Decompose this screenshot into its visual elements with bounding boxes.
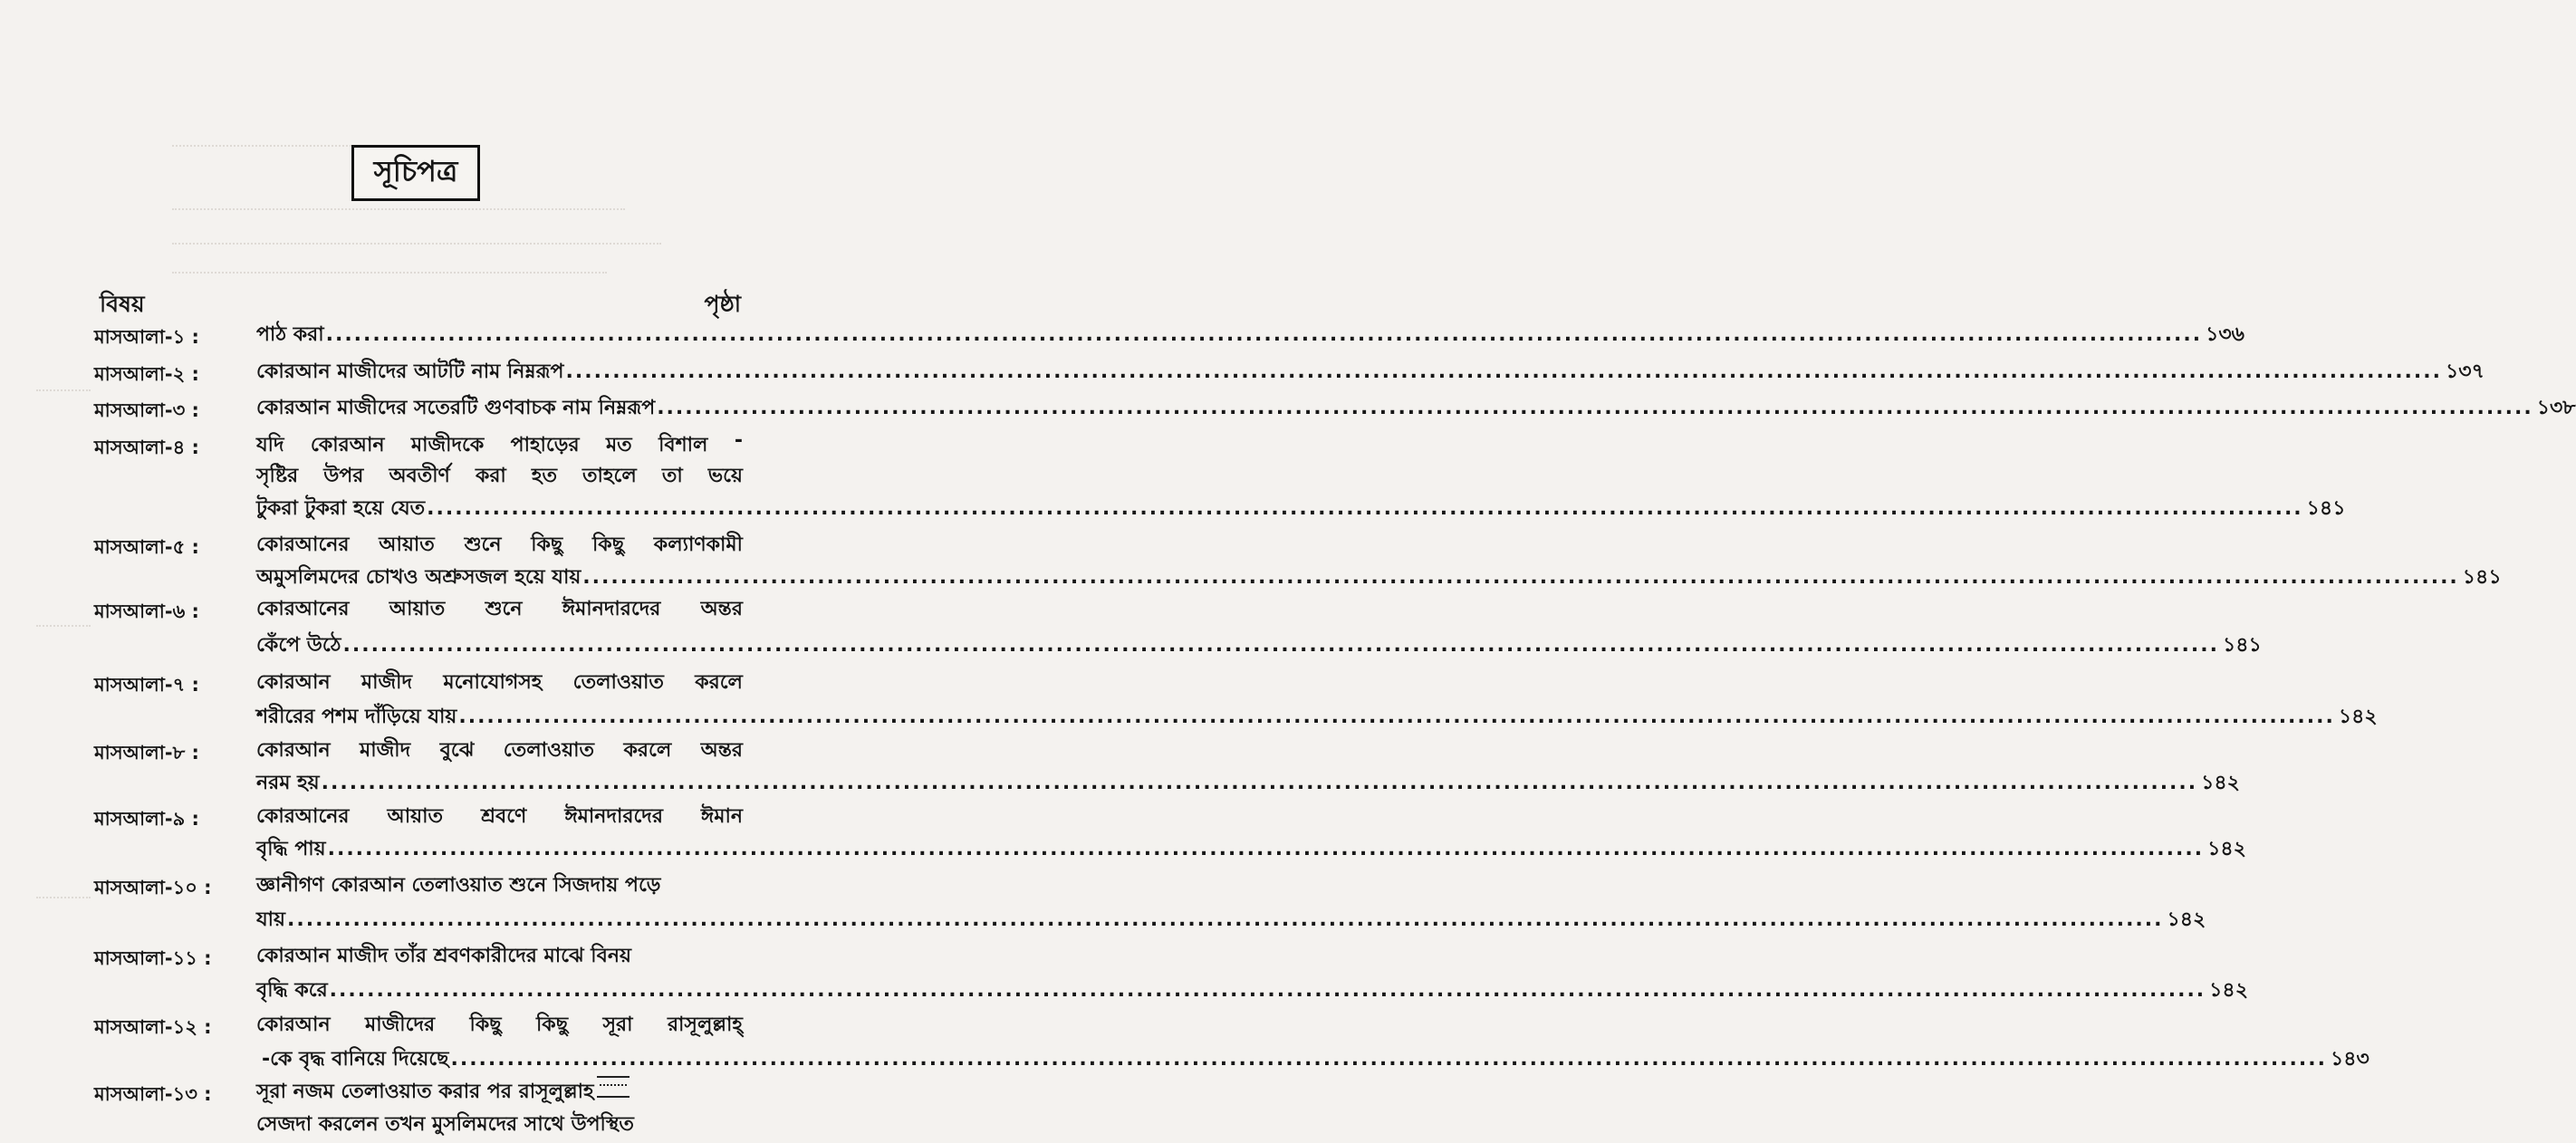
entry-word: কোরআনের	[256, 598, 350, 620]
entry-word: করা	[475, 465, 506, 487]
entry-line	[256, 319, 2244, 353]
dot-leader: ........................................................................................................................................................................................................	[427, 497, 2303, 520]
entry-word: করলে	[695, 671, 743, 694]
entry-text	[256, 460, 743, 494]
entry-line	[256, 356, 2485, 390]
entry-word: তা	[661, 465, 683, 487]
entry-line	[256, 667, 743, 701]
dot-leader: ........................................................................................................................................................................................................	[565, 360, 2442, 383]
entry-line	[256, 1009, 743, 1043]
dot-leader: ........................................................................................................................................................................................................	[342, 634, 2219, 657]
entry-text: সূরা নজম তেলাওয়াত করার পর রাসূলুল্লাহ	[256, 1081, 594, 1103]
entry-word: কোরআন	[256, 671, 331, 694]
entry-line	[256, 1109, 743, 1143]
entry-line	[256, 833, 2246, 868]
dot-leader: ........................................................................................................................................................................................................	[582, 566, 2459, 589]
entry-word: কিছু	[469, 1013, 502, 1036]
entry-word: তেলাওয়াত	[503, 739, 595, 762]
entry-word: সৃষ্টির	[256, 465, 299, 487]
entry-word: শুনে	[485, 598, 523, 620]
entry-label: মাসআলা-১২ :	[94, 1016, 212, 1038]
entry-word: কোরআনের	[256, 805, 350, 828]
entry-text: বৃদ্ধি করে	[256, 979, 328, 1002]
entry-page-number: ১৪১	[2222, 634, 2262, 657]
entry-label: মাসআলা-৩ :	[94, 399, 199, 421]
entry-line	[256, 904, 2206, 938]
entry-line	[256, 869, 743, 904]
entry-label: মাসআলা-৭ :	[94, 674, 199, 696]
entry-text: কোরআন মাজীদ তাঁর শ্রবণকারীদের মাঝে বিনয়	[256, 945, 631, 967]
entry-label: মাসআলা-৫ :	[94, 536, 199, 558]
entry-line	[256, 493, 2346, 527]
entry-label: মাসআলা-৬ :	[94, 600, 199, 622]
entry-label: মাসআলা-১০ :	[94, 877, 212, 898]
show-through-line	[36, 625, 91, 627]
entry-word: শ্রবণে	[480, 805, 527, 828]
entry-text: টুকরা টুকরা হয়ে যেত	[256, 497, 426, 520]
entry-word: মাজীদের	[365, 1013, 436, 1036]
entry-page-number: ১৪২	[2338, 706, 2378, 728]
entry-word: আয়াত	[389, 598, 446, 620]
entry-text: জ্ঞানীগণ কোরআন তেলাওয়াত শুনে সিজদায় পড়ে	[256, 874, 661, 897]
entry-word: মাজীদকে	[410, 434, 485, 456]
entry-word: কল্যাণকামী	[653, 533, 743, 556]
entry-page-number: ১৩৭	[2445, 360, 2485, 383]
entry-word: কোরআনের	[256, 533, 350, 556]
entry-page-number: ১৩৮	[2536, 397, 2576, 419]
entry-word: ভয়ে	[707, 465, 743, 487]
entry-word: আয়াত	[387, 805, 444, 828]
entry-text	[256, 1009, 743, 1042]
entry-word: শুনে	[464, 533, 502, 556]
entry-word: কিছু	[531, 533, 563, 556]
entry-line	[256, 529, 743, 563]
dot-leader: ........................................................................................................................................................................................................	[325, 323, 2203, 346]
entry-line	[256, 767, 2240, 802]
dot-leader: ........................................................................................................................................................................................................	[450, 1048, 2327, 1071]
entry-text	[256, 801, 743, 834]
entry-page-number: ১৪৩	[2330, 1048, 2369, 1071]
dot-leader: ........................................................................................................................................................................................................	[327, 838, 2205, 860]
entry-word: অন্তর	[700, 739, 743, 762]
entry-word: -	[734, 429, 743, 452]
entry-word: মাজীদ	[360, 739, 411, 762]
entry-label: মাসআলা-১ :	[94, 326, 199, 348]
entry-word: করলে	[623, 739, 672, 762]
entry-text: পাঠ করা	[256, 323, 324, 346]
entry-text: অমুসলিমদের চোখও অশ্রুসজল হয়ে যায়	[256, 566, 582, 589]
entry-word: মাজীদ	[360, 671, 413, 694]
entry-word: ঈমান	[700, 805, 743, 828]
entry-word: ঈমানদারদের	[564, 805, 663, 828]
entry-label: মাসআলা-২ :	[94, 363, 199, 385]
entry-line	[256, 975, 2249, 1009]
entry-page-number: ১৪১	[2306, 497, 2346, 520]
entry-label: মাসআলা-৪ :	[94, 437, 199, 458]
entry-word: সূরা	[602, 1013, 633, 1036]
dot-leader: ........................................................................................................................................................................................................	[287, 908, 2164, 931]
entry-line	[256, 940, 743, 975]
entry-text: কোরআন মাজীদের সতেরটি গুণবাচক নাম নিম্নরূপ	[256, 397, 656, 419]
entry-line	[256, 801, 743, 835]
entry-page-number: ১৪২	[2167, 908, 2206, 931]
show-through-line	[36, 389, 91, 391]
entry-line	[256, 429, 743, 464]
entry-label: মাসআলা-৯ :	[94, 808, 199, 830]
entry-page-number: ১৩৬	[2206, 323, 2244, 346]
entry-label: মাসআলা-৮ :	[94, 742, 199, 764]
entry-text: কোরআন মাজীদের আটটি নাম নিম্নরূপ	[256, 360, 564, 383]
entry-text: সেজদা করলেন তখন মুসলিমদের সাথে উপস্থিত	[256, 1113, 634, 1136]
entry-line	[256, 629, 2262, 664]
entry-word: তেলাওয়াত	[572, 671, 664, 694]
entry-line	[256, 701, 2378, 735]
dot-leader: ........................................................................................................................................................................................................	[657, 397, 2533, 419]
entry-text: -কে বৃদ্ধ বানিয়ে দিয়েছে	[262, 1048, 449, 1071]
entry-text	[256, 735, 743, 768]
entry-word: আয়াত	[379, 533, 435, 556]
entry-text	[256, 593, 743, 627]
entry-word: কোরআন	[256, 739, 331, 762]
entry-word: বুঝে	[439, 739, 475, 762]
entry-word: অন্তর	[700, 598, 743, 620]
entry-text: কেঁপে উঠে	[256, 634, 341, 657]
entry-word: কিছু	[592, 533, 625, 556]
entry-word: বিশাল	[658, 434, 708, 456]
page-title: সূচিপত্র	[351, 145, 480, 201]
entry-word: অবতীর্ণ	[389, 465, 450, 487]
entry-word: মনোযোগসহ	[443, 671, 543, 694]
entry-word: কোরআন	[310, 434, 385, 456]
entry-word: কোরআন	[256, 1013, 331, 1036]
column-header-subject: বিষয়	[100, 291, 145, 317]
show-through-line	[172, 243, 661, 245]
entry-text	[256, 667, 743, 700]
entry-word: উপর	[323, 465, 364, 487]
pbuh-seal-icon	[597, 1076, 630, 1098]
dot-leader: ........................................................................................................................................................................................................	[321, 772, 2198, 794]
entry-word: পাহাড়ের	[510, 434, 580, 456]
entry-line	[256, 1076, 743, 1110]
dot-leader: ........................................................................................................................................................................................................	[329, 979, 2206, 1002]
entry-page-number: ১৪১	[2462, 566, 2502, 589]
entry-word: রাসূলুল্লাহ্	[667, 1013, 743, 1036]
entry-page-number: ১৪২	[2201, 772, 2240, 794]
dot-leader: ........................................................................................................................................................................................................	[458, 706, 2335, 728]
entry-line	[256, 1043, 2369, 1078]
entry-line	[256, 593, 743, 628]
show-through-line	[36, 897, 91, 898]
entry-line	[256, 562, 2502, 596]
entry-line	[256, 735, 743, 769]
show-through-line	[172, 208, 625, 210]
entry-text: যায়	[256, 908, 286, 931]
entry-text: শরীরের পশম দাঁড়িয়ে যায়	[256, 706, 457, 728]
entry-word: ঈমানদারদের	[562, 598, 661, 620]
show-through-line	[172, 272, 607, 274]
column-header-page: পৃষ্ঠা	[704, 291, 741, 317]
entry-word: কিছু	[536, 1013, 569, 1036]
entry-page-number: ১৪২	[2209, 979, 2249, 1002]
entry-word: হত	[531, 465, 557, 487]
entry-text	[256, 429, 743, 463]
entry-text	[256, 529, 743, 562]
entry-page-number: ১৪২	[2207, 838, 2246, 860]
entry-text: বৃদ্ধি পায়	[256, 838, 326, 860]
entry-line	[256, 460, 743, 495]
entry-label: মাসআলা-১১ :	[94, 947, 212, 969]
entry-text: নরম হয়	[256, 772, 320, 794]
entry-label: মাসআলা-১৩ :	[94, 1083, 212, 1105]
entry-line	[256, 392, 2576, 427]
entry-word: যদি	[256, 434, 284, 456]
entry-word: তাহলে	[582, 465, 637, 487]
entry-word: মত	[605, 434, 632, 456]
